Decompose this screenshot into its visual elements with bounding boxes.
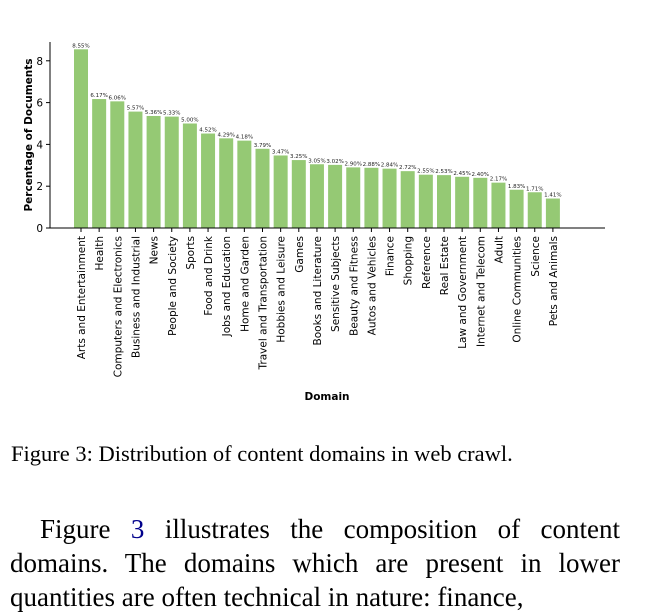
- x-tick-label: Arts and Entertainment: [76, 236, 88, 360]
- bar: [419, 175, 433, 228]
- x-tick-label: Health: [94, 236, 107, 271]
- bar: [383, 169, 397, 228]
- data-label: 1.83%: [507, 183, 526, 190]
- data-label: 2.90%: [344, 161, 362, 168]
- bar: [510, 190, 524, 228]
- bar: [74, 49, 88, 228]
- figure-caption: Figure 3: Distribution of content domains in web crawl.: [11, 441, 513, 466]
- x-tick-label: Sports: [184, 236, 197, 270]
- x-tick-label: Real Estate: [439, 236, 451, 296]
- data-label: 8.55%: [72, 43, 90, 50]
- data-label: 4.18%: [235, 134, 254, 141]
- x-tick-label: Internet and Telecom: [475, 236, 488, 348]
- x-tick-label: Hobbies and Leisure: [275, 236, 288, 343]
- data-label: 3.79%: [253, 142, 272, 149]
- data-label: 2.72%: [398, 165, 417, 172]
- x-tick-label: Autos and Vehicles: [366, 236, 379, 336]
- x-tick-label: Finance: [384, 236, 397, 277]
- x-tick-label: Books and Literature: [311, 236, 324, 346]
- x-tick-label: Food and Drink: [203, 236, 216, 316]
- bar: [346, 167, 360, 228]
- x-tick-label: Science: [529, 236, 542, 277]
- bar: [201, 134, 215, 228]
- bar: [473, 178, 487, 228]
- bar: [237, 141, 251, 228]
- bar: [110, 101, 124, 228]
- bar: [256, 149, 270, 228]
- x-tick-label: News: [148, 236, 161, 265]
- x-axis-label: Domain: [304, 391, 350, 403]
- bar: [128, 112, 142, 228]
- x-tick-label: Games: [293, 236, 306, 273]
- data-label: 2.45%: [453, 170, 471, 177]
- data-label: 2.53%: [435, 169, 453, 176]
- bar: [328, 165, 342, 228]
- x-tick-label: Beauty and Fitness: [348, 236, 361, 336]
- data-label: 4.52%: [199, 127, 217, 134]
- bar: [147, 116, 161, 228]
- bar: [292, 160, 306, 228]
- data-label: 1.41%: [544, 192, 562, 199]
- figure-reference-link[interactable]: 3: [130, 514, 145, 544]
- body-text-rest: illustrates the composition of content domains. The domains which are present in lower quantities are often technical in nature: finance,: [10, 514, 620, 612]
- data-label: 2.17%: [489, 176, 508, 183]
- bar: [455, 177, 469, 228]
- bar: [364, 168, 378, 228]
- bar: [165, 117, 179, 228]
- y-tick-label: 8: [36, 55, 43, 68]
- x-tick-label: Reference: [420, 236, 433, 289]
- y-tick-label: 2: [36, 181, 43, 194]
- data-label: 4.29%: [217, 132, 235, 139]
- data-label: 5.57%: [126, 105, 145, 112]
- body-text-start: Figure: [40, 514, 131, 544]
- data-label: 5.36%: [144, 109, 163, 116]
- data-label: 3.05%: [308, 158, 326, 165]
- data-label: 2.40%: [471, 171, 490, 178]
- x-tick-label: People and Society: [166, 236, 179, 336]
- x-tick-label: Computers and Electronics: [112, 236, 125, 378]
- y-tick-label: 0: [36, 223, 43, 235]
- data-label: 6.17%: [90, 93, 108, 100]
- bar: [401, 171, 415, 228]
- x-tick-label: Online Communities: [511, 236, 524, 343]
- body-paragraph: [10, 512, 620, 614]
- bar: [310, 164, 324, 228]
- y-tick-label: 6: [36, 97, 43, 110]
- data-label: 3.02%: [326, 158, 344, 165]
- x-tick-label: Adult: [493, 236, 506, 264]
- data-label: 3.47%: [271, 149, 290, 156]
- x-tick-label: Shopping: [402, 236, 415, 286]
- x-tick-label: Business and Industrial: [130, 236, 143, 358]
- bar: [546, 199, 560, 228]
- data-label: 6.06%: [108, 95, 127, 102]
- x-tick-label: Sensitive Subjects: [330, 236, 343, 332]
- bar: [92, 99, 106, 228]
- data-label: 2.84%: [380, 162, 399, 169]
- data-label: 2.55%: [417, 168, 435, 175]
- bar: [219, 138, 233, 228]
- data-label: 1.71%: [526, 186, 544, 193]
- bar: [528, 192, 542, 228]
- bar: [437, 175, 451, 228]
- data-label: 5.00%: [181, 117, 199, 124]
- x-tick-label: Pets and Animals: [547, 236, 560, 327]
- x-tick-label: Home and Garden: [239, 236, 252, 332]
- bar: [183, 124, 197, 229]
- x-tick-label: Travel and Transportation: [257, 236, 270, 370]
- x-tick-label: Law and Government: [457, 236, 470, 349]
- bar: [491, 183, 505, 228]
- bar: [274, 155, 288, 228]
- data-label: 3.25%: [290, 154, 308, 161]
- x-tick-label: Jobs and Education: [221, 236, 234, 337]
- y-tick-label: 4: [36, 139, 43, 152]
- data-label: 2.88%: [362, 161, 381, 168]
- data-label: 5.33%: [163, 110, 181, 117]
- y-axis-label: Percentage of Documents: [23, 58, 35, 212]
